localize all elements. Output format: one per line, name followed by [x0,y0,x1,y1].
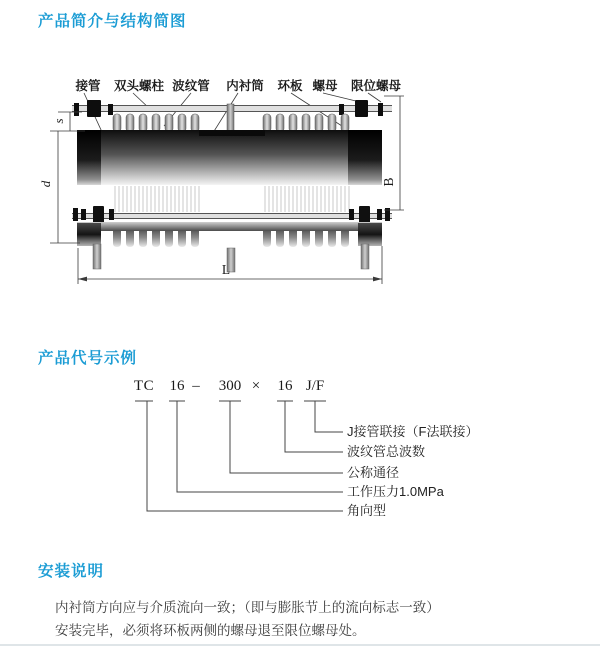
product-code-diagram [0,372,600,527]
dim-label-d: d [38,180,53,188]
section-title-intro: 产品简介与结构简图 [38,13,187,30]
end-cap-left [77,130,101,185]
install-line-2: 安装完毕，必须将环板两侧的螺母退至限位螺母处。 [55,622,366,638]
dim-label-B: B [381,177,396,187]
dim-label-L: L [221,262,231,277]
convolution-lines [115,186,349,212]
end-cap-right [348,130,382,185]
tie-rod-bottom [72,206,392,223]
end-cap-right-bottom [358,223,382,246]
install-line-1: 内衬筒方向应与介质流向一致；（即与膨胀节上的流向标志一致） [55,600,440,615]
label-inner-liner: 内衬筒 [226,79,264,93]
code-callout-labels [347,424,478,518]
callout-connection: J接管联接（F法联接） [347,424,479,439]
label-nut: 螺母 [312,79,338,93]
callout-type: 角向型 [347,503,387,518]
inner-liner-edge [199,130,265,136]
label-bellows: 波纹管 [172,79,210,93]
section-title-install: 安装说明 [38,563,105,580]
center-pin-top [227,104,234,131]
label-connecting-pipe: 接管 [75,79,101,93]
dimension-d [50,131,80,243]
hanging-studs [93,244,369,272]
code-token-type: TC [133,378,155,394]
code-token-connection: J/F [305,378,325,394]
code-token-waves: 16 [277,378,293,394]
code-callout-lines [135,401,343,511]
joint-body-top [77,130,382,185]
code-token-pressure: 16 [169,378,185,394]
label-stud-bolt: 双头螺柱 [113,79,165,93]
callout-diameter: 公称通径 [347,465,400,480]
structure-diagram [0,62,470,310]
bottom-divider [0,644,600,646]
code-tokens [134,378,324,394]
dimension-B [384,96,404,210]
end-cap-left-bottom [77,223,101,246]
code-token-diameter: 300 [218,378,242,394]
code-token-dash: – [192,378,200,394]
callout-pressure: 工作压力1.0MPa [347,484,444,499]
part-labels [74,78,401,93]
code-token-times: × [251,378,261,394]
callout-waves: 波纹管总波数 [347,444,426,459]
section-title-code: 产品代号示例 [38,350,138,367]
label-limit-nut: 限位螺母 [350,79,402,93]
dim-label-s: s [51,118,66,124]
install-instructions [55,597,555,642]
label-ring-plate: 环板 [277,79,303,93]
